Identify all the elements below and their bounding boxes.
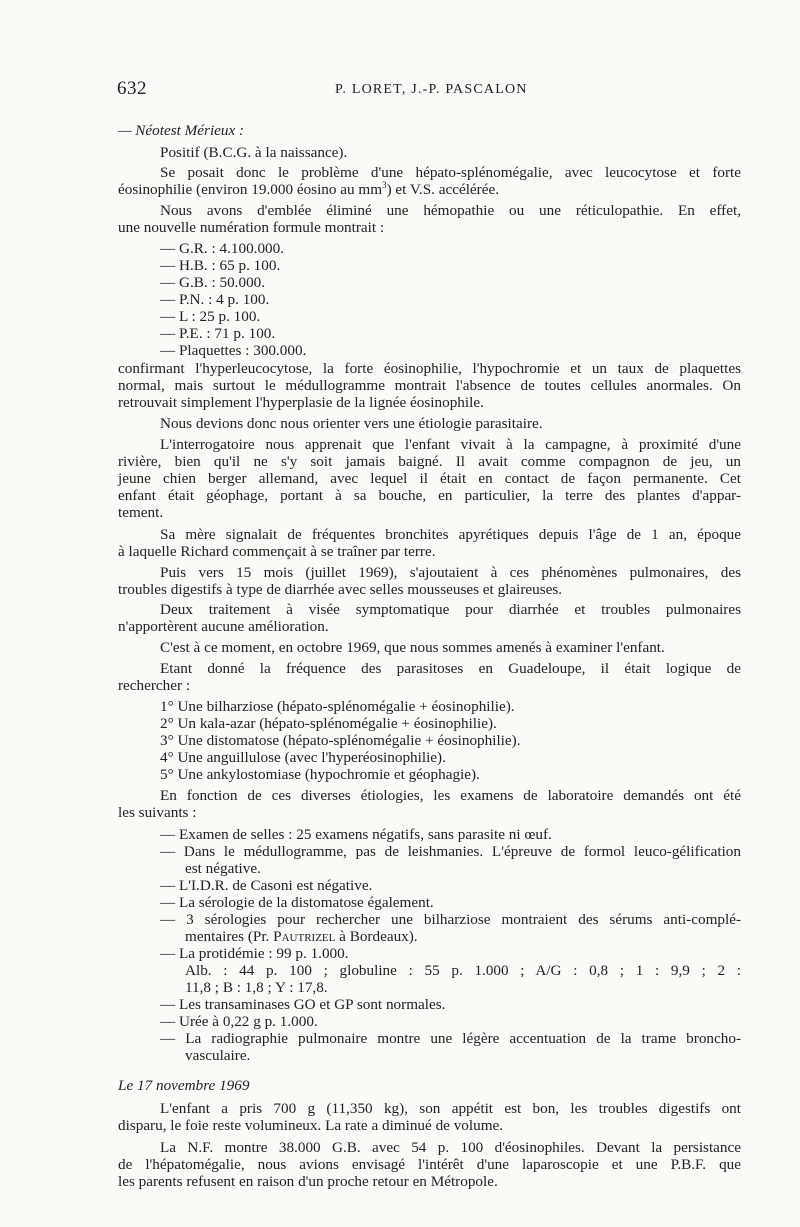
list-item: 4° Une anguillulose (avec l'hyperéosinophilie). [160, 749, 446, 766]
list-item-continuation: mentaires (Pr. Pautrizel à Bordeaux). [185, 928, 418, 945]
list-item-continuation: 11,8 ; B : 1,8 ; Y : 17,8. [185, 979, 328, 996]
paragraph-line: Nous devions donc nous orienter vers une étiologie parasitaire. [160, 415, 543, 432]
paragraph-line: Deux traitement à visée symptomatique pour diarrhée et troubles pulmonaires [160, 601, 741, 618]
paragraph-line: rivière, bien qu'il ne s'y soit jamais baigné. Il avait comme compagnon de jeu, un [118, 453, 741, 470]
paragraph-line: C'est à ce moment, en octobre 1969, que nous sommes amenés à examiner l'enfant. [160, 639, 665, 656]
paragraph-line: En fonction de ces diverses étiologies, les examens de laboratoire demandés ont été [160, 787, 741, 804]
paragraph-line: L'enfant a pris 700 g (11,350 kg), son appétit est bon, les troubles digestifs ont [160, 1100, 741, 1117]
list-item-continuation: vasculaire. [185, 1047, 251, 1064]
list-item: — La sérologie de la distomatose également. [160, 894, 434, 911]
paragraph-line: une nouvelle numération formule montrait : [118, 219, 385, 236]
paragraph-line: Etant donné la fréquence des parasitoses en Guadeloupe, il était logique de [160, 660, 741, 677]
list-item: — L'I.D.R. de Casoni est négative. [160, 877, 373, 894]
list-item: 2° Un kala-azar (hépato-splénomégalie + éosinophilie). [160, 715, 497, 732]
neotest-result: Positif (B.C.G. à la naissance). [160, 144, 348, 161]
paragraph-line: L'interrogatoire nous apprenait que l'enfant vivait à la campagne, à proximité d'une [160, 436, 741, 453]
list-item: — La protidémie : 99 p. 1.000. [160, 945, 349, 962]
paragraph-line: de l'hépatomégalie, nous avions envisagé l'intérêt d'une laparoscopie et une P.B.F. que [118, 1156, 741, 1173]
list-item: — Examen de selles : 25 examens négatifs, sans parasite ni œuf. [160, 826, 552, 843]
paragraph-line: éosinophilie (environ 19.000 éosino au $mm^3$) et V.S. accélérée. [118, 179, 500, 198]
page-number: 632 [117, 78, 147, 99]
list-item: — H.B. : 65 p. 100. [160, 257, 281, 274]
paragraph-line: Sa mère signalait de fréquentes bronchites apyrétiques depuis l'âge de 1 an, époque [160, 526, 741, 543]
paragraph-line: retrouvait simplement l'hyperplasie de la lignée éosinophile. [118, 394, 484, 411]
date-heading: Le 17 novembre 1969 [118, 1077, 250, 1094]
paragraph-line: rechercher : [118, 677, 191, 694]
paragraph-line: enfant était géophage, portant à sa bouche, en particulier, la terre des plantes d'appar- [118, 487, 741, 504]
paragraph-line: n'apportèrent aucune amélioration. [118, 618, 329, 635]
list-item: — La radiographie pulmonaire montre une légère accentuation de la trame broncho- [160, 1030, 741, 1047]
list-item: — Dans le médullogramme, pas de leishmanies. L'épreuve de formol leuco-gélification [160, 843, 741, 860]
list-item: — Les transaminases GO et GP sont normales. [160, 996, 446, 1013]
paragraph-line: troubles digestifs à type de diarrhée avec selles mousseuses et glaireuses. [118, 581, 563, 598]
list-item: — G.R. : 4.100.000. [160, 240, 285, 257]
list-item: — P.E. : 71 p. 100. [160, 325, 276, 342]
list-item-continuation: est négative. [185, 860, 261, 877]
list-item: — 3 sérologies pour rechercher une bilharziose montraient des sérums anti-complé- [160, 911, 741, 928]
list-item: 5° Une ankylostomiase (hypochromie et géophagie). [160, 766, 480, 783]
list-item: — P.N. : 4 p. 100. [160, 291, 270, 308]
cited-author: Pautrizel [273, 928, 336, 945]
paragraph-line: Nous avons d'emblée éliminé une hémopathie ou une réticulopathie. En effet, [160, 202, 741, 219]
list-item: — L : 25 p. 100. [160, 308, 261, 325]
paragraph-line: les suivants : [118, 804, 197, 821]
paragraph-line: jeune chien berger allemand, avec lequel il était en contact de façon permanente. Cet [118, 470, 741, 487]
paragraph-line: tement. [118, 504, 164, 521]
paragraph-line: normal, mais surtout le médullogramme montrait l'absence de toutes cellules anormales. On [118, 377, 741, 394]
paragraph-line: Puis vers 15 mois (juillet 1969), s'ajoutaient à ces phénomènes pulmonaires, des [160, 564, 741, 581]
list-item: — Plaquettes : 300.000. [160, 342, 307, 359]
list-item: — G.B. : 50.000. [160, 274, 266, 291]
running-header-authors: P. LORET, J.-P. PASCALON [335, 82, 528, 97]
paragraph-line: confirmant l'hyperleucocytose, la forte éosinophilie, l'hypochromie et un taux de plaquettes [118, 360, 741, 377]
paragraph-line: Se posait donc le problème d'une hépato-splénomégalie, avec leucocytose et forte [160, 164, 741, 181]
paragraph-line: La N.F. montre 38.000 G.B. avec 54 p. 100 d'éosinophiles. Devant la persistance [160, 1139, 741, 1156]
list-item: — Urée à 0,22 g p. 1.000. [160, 1013, 318, 1030]
list-item: 3° Une distomatose (hépato-splénomégalie + éosinophilie). [160, 732, 521, 749]
list-item-continuation: Alb. : 44 p. 100 ; globuline : 55 p. 1.000 ; A/G : 0,8 ; 1 : 9,9 ; 2 : [185, 962, 741, 979]
paragraph-line: à laquelle Richard commençait à se traîner par terre. [118, 543, 436, 560]
paragraph-line: les parents refusent en raison d'un proche retour en Métropole. [118, 1173, 498, 1190]
neotest-title: — Néotest Mérieux : [118, 122, 245, 139]
paragraph-line: disparu, le foie reste volumineux. La rate a diminué de volume. [118, 1117, 504, 1134]
list-item: 1° Une bilharziose (hépato-splénomégalie + éosinophilie). [160, 698, 515, 715]
